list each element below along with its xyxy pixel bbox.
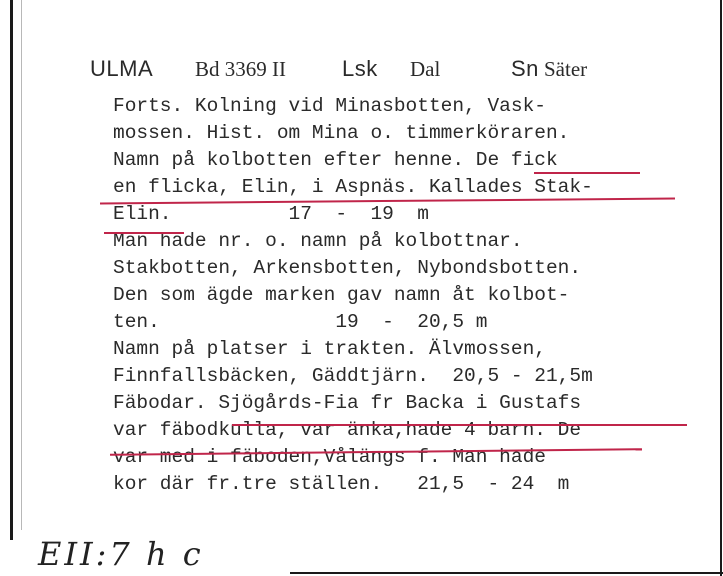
text-line: Stakbotten, Arkensbotten, Nybondsbotten. bbox=[113, 257, 582, 279]
archive-code: ULMA bbox=[90, 56, 154, 81]
volume-number: Bd 3369 II bbox=[195, 57, 286, 81]
text-line: Namn på platser i trakten. Älvmossen, bbox=[113, 338, 546, 360]
handwritten-shelfmark: EII:7 h c bbox=[38, 535, 204, 573]
text-line: Den som ägde marken gav namn åt kolbot- bbox=[113, 284, 570, 306]
card-margin-line bbox=[21, 0, 22, 530]
text-line: Namn på kolbotten efter henne. De fick bbox=[113, 149, 558, 171]
card-right-border bbox=[720, 0, 722, 576]
text-line: Finnfallsbäcken, Gäddtjärn. 20,5 - 21,5m bbox=[113, 365, 593, 387]
text-line: mossen. Hist. om Mina o. timmerköraren. bbox=[113, 122, 570, 144]
underline-mark bbox=[104, 232, 184, 234]
text-line: en flicka, Elin, i Aspnäs. Kallades Stak- bbox=[113, 176, 593, 198]
landskap-value: Dal bbox=[410, 57, 441, 81]
text-line: Elin. 17 - 19 m bbox=[113, 203, 429, 225]
text-line: var fäbodkulla, var änka,hade 4 barn. De bbox=[113, 419, 582, 441]
underline-mark bbox=[534, 172, 640, 174]
socken-label: Sn bbox=[511, 56, 539, 81]
underline-mark bbox=[232, 424, 687, 426]
text-line: Man hade nr. o. namn på kolbottnar. bbox=[113, 230, 523, 252]
text-line: var med i fäboden,Vålängs f. Man hade bbox=[113, 446, 546, 468]
text-line: Forts. Kolning vid Minasbotten, Vask- bbox=[113, 95, 546, 117]
card-bottom-border bbox=[290, 572, 723, 574]
text-line: kor där fr.tre ställen. 21,5 - 24 m bbox=[113, 473, 570, 495]
text-line: ten. 19 - 20,5 m bbox=[113, 311, 488, 333]
card-left-border bbox=[10, 0, 13, 540]
text-line: Fäbodar. Sjögårds-Fia fr Backa i Gustafs bbox=[113, 392, 582, 414]
landskap-label: Lsk bbox=[342, 56, 378, 81]
socken-value: Säter bbox=[544, 57, 588, 81]
